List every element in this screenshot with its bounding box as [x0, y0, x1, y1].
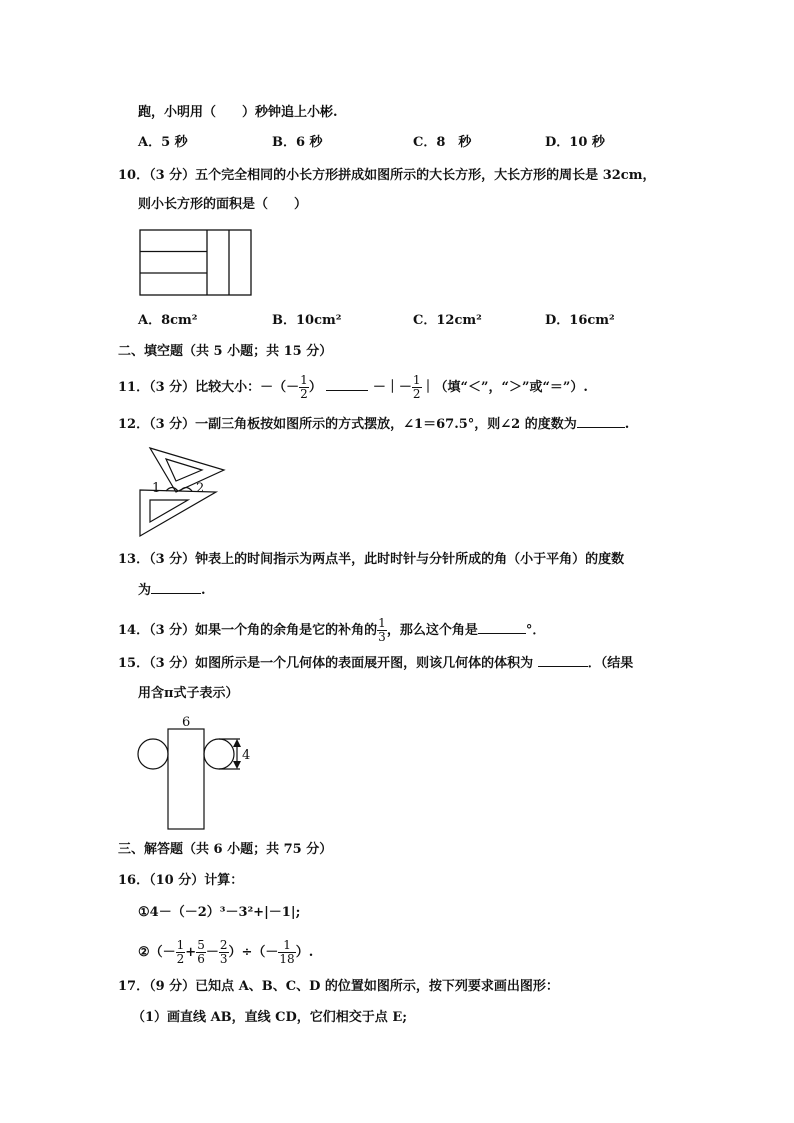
- q11-fraction-1: [299, 374, 309, 401]
- q15-line2: 用含π式子表示）: [138, 686, 239, 701]
- q13-answer-blank[interactable]: [151, 593, 201, 594]
- fraction-numerator: 5: [197, 938, 205, 952]
- q15-line1-end: ．（结果: [587, 656, 634, 671]
- q16-fraction-2: [196, 939, 206, 966]
- upper-triangle-ruler: [150, 448, 224, 492]
- q14-prefix: 14．（3 分）如果一个角的余角是它的补角的: [118, 623, 378, 638]
- q16-part2: [138, 939, 313, 966]
- q12-end: .: [624, 417, 630, 432]
- q12-answer-blank[interactable]: [577, 427, 625, 428]
- q10-option-b: B．10cm²: [272, 313, 342, 328]
- fraction-numerator: 1: [378, 616, 386, 630]
- fraction-denominator: 3: [219, 952, 228, 966]
- q10-line1: 10．（3 分）五个完全相同的小长方形拼成如图所示的大长方形，大长方形的周长是 32cm，: [118, 168, 656, 183]
- q14-answer-blank[interactable]: [478, 633, 526, 634]
- q15-line1: [118, 655, 633, 673]
- fraction-numerator: 1: [176, 938, 185, 952]
- q12-text: 12．（3 分）一副三角板按如图所示的方式摆放，∠1＝67.5°，则∠2 的度数为: [118, 417, 577, 432]
- net-left-circle: [138, 739, 168, 769]
- q9-option-c: C．8 秒: [413, 135, 472, 150]
- section-2-heading: 二、填空题（共 5 小题；共 15 分）: [118, 344, 333, 359]
- angle-label-2: 2: [196, 481, 205, 496]
- fraction-numerator: 1: [278, 939, 295, 953]
- fraction-numerator: 1: [412, 373, 421, 387]
- q14-line: [118, 617, 545, 644]
- fraction-denominator: 18: [279, 952, 295, 966]
- q15-net-figure: [136, 712, 266, 832]
- fraction-numerator: 1: [300, 373, 308, 387]
- q17-line2: （1）画直线 AB，直线 CD，它们相交于点 E;: [132, 1010, 408, 1025]
- q12-triangle-rulers-figure: [136, 440, 228, 540]
- q15-answer-blank[interactable]: [538, 666, 588, 667]
- q16-part2-prefix: ②（－: [138, 945, 176, 960]
- net-rectangle: [168, 729, 204, 829]
- q10-option-a: A．8cm²: [138, 313, 198, 328]
- q15-line1-text: 15．（3 分）如图所示是一个几何体的表面展开图，则该几何体的体积为: [118, 656, 534, 671]
- lower-triangle-ruler: [140, 490, 216, 536]
- q11-answer-blank[interactable]: [326, 390, 368, 391]
- angle-2-arc: [180, 488, 192, 492]
- fraction-denominator: 2: [300, 387, 308, 401]
- q13-line1: 13．（3 分）钟表上的时间指示为两点半，此时时针与分针所成的角（小于平角）的度数: [118, 552, 625, 567]
- q14-fraction: [377, 617, 387, 644]
- q16-part2-end: ）.: [295, 945, 314, 960]
- q13-line2-prefix: 为: [138, 583, 152, 598]
- height-label: 4: [242, 748, 251, 763]
- fraction-denominator: 6: [197, 952, 205, 966]
- q17-line1: 17．（9 分）已知点 A、B、C、D 的位置如图所示，按下列要求画出图形：: [118, 979, 559, 994]
- q12-line: [118, 416, 629, 434]
- big-rectangle: [140, 230, 251, 295]
- q11-fraction-2: [412, 374, 422, 401]
- q11-mid2: －｜－: [372, 380, 412, 395]
- q16-fraction-1: [176, 939, 186, 966]
- q16-title: 16．（10 分）计算：: [118, 873, 244, 888]
- q16-divide: ）÷（－: [228, 945, 279, 960]
- fraction-denominator: 3: [378, 630, 386, 644]
- angle-label-1: 1: [152, 481, 161, 496]
- q9-option-a: A．5 秒: [138, 135, 188, 150]
- q13-line2-end: .: [201, 583, 206, 598]
- q9-text-tail: 跑，小明用（ ）秒钟追上小彬.: [138, 105, 338, 120]
- q10-rectangles-figure: [139, 229, 254, 297]
- q10-line2: 则小长方形的面积是（ ）: [138, 197, 308, 212]
- plus-sign: +: [185, 945, 197, 960]
- net-right-circle: [204, 739, 234, 769]
- minus-sign: －: [205, 945, 219, 960]
- q16-fraction-4: [278, 939, 295, 966]
- q13-line2: [138, 582, 206, 600]
- fraction-denominator: 2: [412, 387, 421, 401]
- fraction-denominator: 2: [176, 952, 185, 966]
- q9-option-b: B．6 秒: [272, 135, 323, 150]
- q11-prefix: 11．（3 分）比较大小：－（－: [118, 380, 300, 395]
- q9-option-d: D．10 秒: [545, 135, 605, 150]
- arrow-down-head: [233, 761, 241, 769]
- q14-mid: ，那么这个角是: [386, 623, 478, 638]
- q11-mid: ）: [308, 380, 322, 395]
- section-3-heading: 三、解答题（共 6 小题；共 75 分）: [118, 842, 333, 857]
- q16-fraction-3: [219, 939, 229, 966]
- q14-end: °．: [525, 623, 546, 638]
- q11-suffix: ｜（填“＜”，“＞”或“＝”）.: [421, 380, 588, 395]
- arrow-up-head: [233, 739, 241, 747]
- fraction-numerator: 2: [219, 938, 228, 952]
- q10-option-d: D．16cm²: [545, 313, 615, 328]
- q10-option-c: C．12cm²: [413, 313, 482, 328]
- q11-line: [118, 374, 588, 401]
- q16-part1: ①4－（－2）³－3²+|－1|;: [138, 905, 301, 920]
- width-label: 6: [182, 715, 191, 730]
